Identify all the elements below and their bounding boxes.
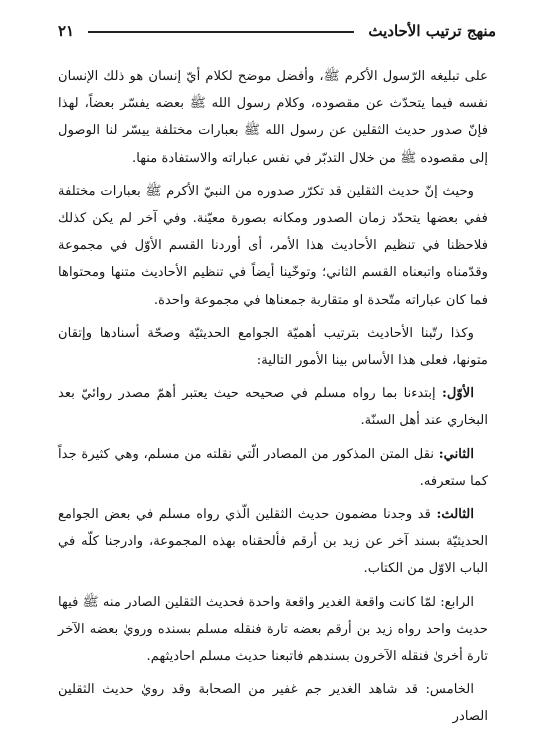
- running-title: منهج ترتيب الأحاديث: [368, 22, 496, 40]
- paragraph-text: على تبليغه الرّسول الأكرم ﷺ، وأفضل موضح لكلام أيّ إنسان هو ذلك الإنسان نفسه فيما يتحدّث عن مقصوده، وكلام رسول الله ﷺ بعضه يفسّر بعضاً، لهذا فإنّ صدور حديث الثقلين عن رسول الله ﷺ بعبارات مختلفة ييسّر لنا الوصول إلى مقصوده ﷺ من خلال التدبّر في نفس عباراته والاستفادة منها.: [58, 69, 488, 166]
- paragraph-text: وحيث إنّ حديث الثقلين قد تكرّر صدوره من النبيّ الأكرم ﷺ بعبارات مختلفة ففي بعضها يتحدّد زمان الصدور ومكانه بصورة معيّنة. وفي آخر لم يكن كذلك فلاحظنا في تنظيم الأحاديث هذا الأمر، أى أوردنا القسم الأوّل في مجموعة وقدّمناه واتبعناه القسم الثاني؛ وتوخّينا أيضاً في تنظيم الأحاديث متنها ومحتواها فما كان عباراته متّحدة او متقاربة جمعناها في مجموعة واحدة.: [58, 183, 488, 308]
- point-lead: الثالث:: [436, 507, 474, 523]
- point-lead: الثاني:: [438, 446, 474, 462]
- page-number: ٢١: [58, 22, 75, 40]
- paragraph-text: الرابع: لمّا كانت واقعة الغدير واقعة واحدة فحديث الثقلين الصادر منه ﷺ فيها حديث واحد رواه زيد بن أرقم بعضه تارة فنقله مسلم بسنده ورويٰ بعضه الآخر تارة أخرىٰ فنقله الآخرون بسندهم فاتبعنا حديث مسلم احاديثهم.: [58, 594, 488, 665]
- paragraph-text: وكذا رتّبنا الأحاديث بترتيب أهميّة الجوامع الحديثيّة وصحّة أسنادها وإتقان متونها، فعلى هذا الأساس بينا الأمور التالية:: [58, 325, 488, 369]
- page-header: [58, 20, 496, 42]
- paragraph-text: قد وجدنا مضمون حديث الثقلين الّذي رواه مسلم في بعض الجوامع الحديثيّة بسند آخر عن زيد بن أرقم فألحقناه بهذه المجموعة، وادرجنا كلّه في الباب الاوّل من الكتاب.: [58, 507, 488, 577]
- paragraph-fifth-point: [58, 676, 488, 730]
- header-rule: [88, 31, 354, 33]
- paragraph-first-point: [58, 380, 488, 434]
- paragraph: [58, 63, 488, 172]
- paragraph-text: الخامس: قد شاهد الغدير جم غفير من الصحابة وقد رويٰ حديث الثقلين الصادر: [58, 682, 488, 725]
- paragraph-fourth-point: [58, 589, 488, 671]
- paragraph: [58, 320, 488, 374]
- body-text: [58, 63, 488, 731]
- paragraph-text: إبتدءنا بما رواه مسلم في صحيحه حيث يعتبر أهمّ مصدر روائيّ بعد البخاري عند أهل السنّة.: [58, 386, 488, 429]
- paragraph: [58, 178, 488, 314]
- point-lead: الأوّل:: [441, 386, 474, 402]
- paragraph-third-point: [58, 501, 488, 583]
- paragraph-text: نقل المتن المذكور من المصادر الّتي نقلته من مسلم، وهي كثيرة جداً كما ستعرفه.: [58, 446, 488, 489]
- paragraph-second-point: [58, 441, 488, 495]
